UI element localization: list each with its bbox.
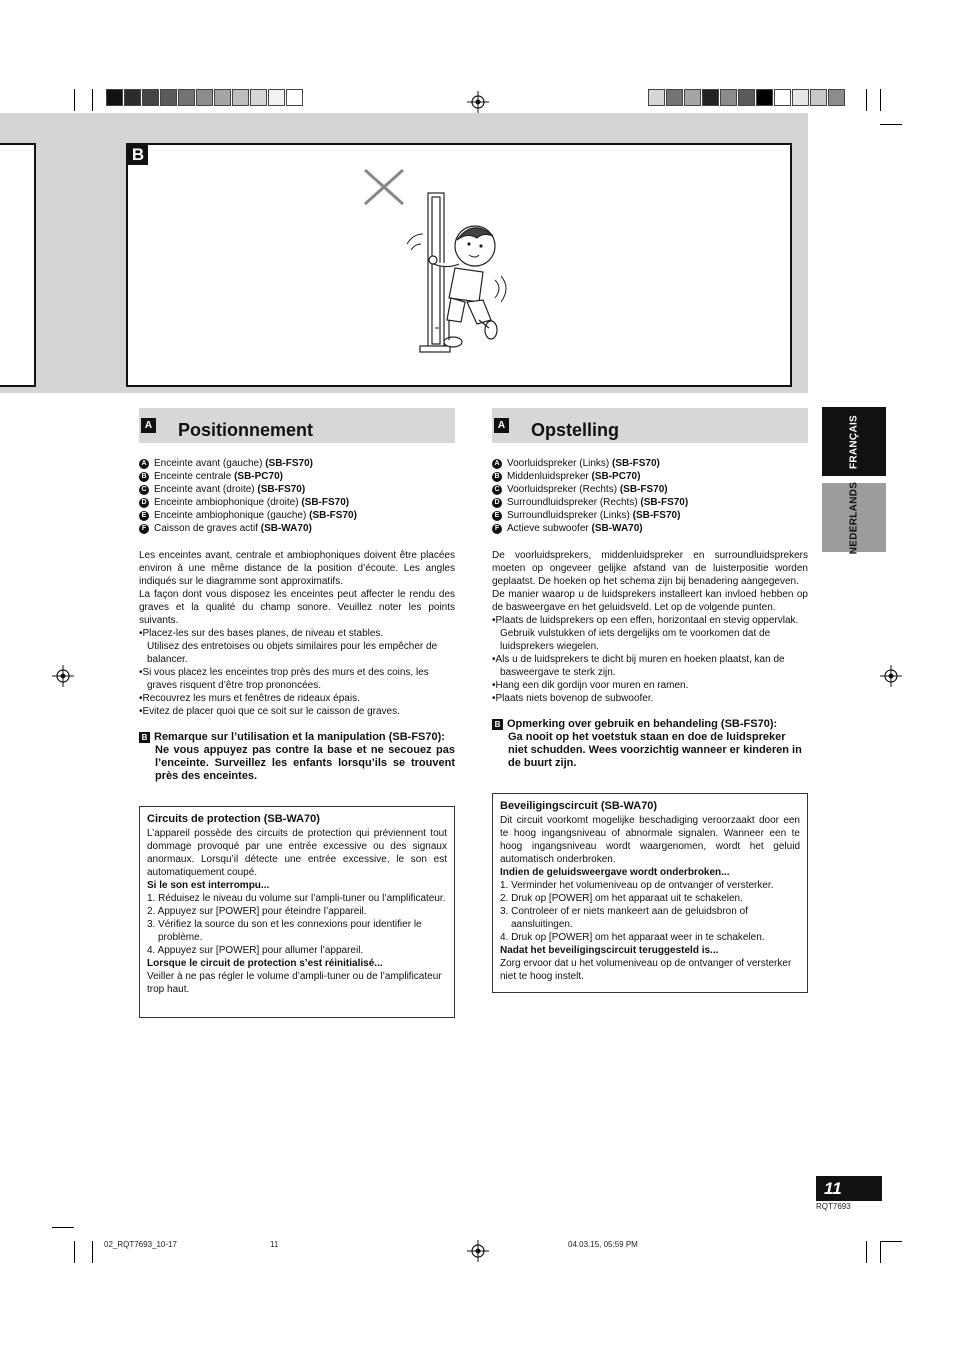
speaker-letter-icon: E <box>492 511 502 521</box>
speaker-item <box>492 457 808 470</box>
bullet-list <box>139 627 455 718</box>
speaker-model: (SB-FS70) <box>301 497 350 508</box>
tab-label: FRANÇAIS <box>848 414 860 469</box>
speaker-item <box>492 470 808 483</box>
section-header-opstelling <box>492 408 808 443</box>
remark-title: Opmerking over gebruik en behandeling (SB-FS70): <box>507 718 778 730</box>
section-a-badge: A <box>141 418 156 433</box>
speaker-model: (SB-WA70) <box>591 523 643 534</box>
color-swatch <box>738 89 755 106</box>
speaker-letter-icon: D <box>139 498 149 508</box>
section-title: Opstelling <box>531 420 620 440</box>
page-number: 11 <box>816 1176 882 1201</box>
color-swatch <box>648 89 665 106</box>
language-tab-french <box>822 407 886 476</box>
speaker-model: (SB-FS70) <box>632 510 681 521</box>
speaker-letter-icon: D <box>492 498 502 508</box>
bullet-text: Si vous placez les enceintes trop près des murs et des coins, les graves risquent d’être trop prononcées. <box>142 667 429 691</box>
color-swatch <box>160 89 177 106</box>
speaker-model: (SB-WA70) <box>260 523 312 534</box>
speaker-item <box>492 509 808 522</box>
bullet-item: •Als u de luidsprekers te dicht bij muren en hoeken plaatst, kan de basweergave te sterk zijn. <box>492 654 785 678</box>
registration-mark-icon <box>52 665 74 687</box>
bullet-text: Recouvrez les murs et fenêtres de rideaux épais. <box>142 693 360 704</box>
crop-mark <box>880 89 881 111</box>
step-item: 3. Vérifiez la source du son et les connexions pour identifier le problème. <box>147 919 422 943</box>
protection-circuit-box <box>139 806 455 1018</box>
speaker-letter-icon: B <box>139 472 149 482</box>
color-swatch <box>196 89 213 106</box>
bullet-text: Plaats de luidsprekers op een effen, horizontaal en stevig oppervlak. <box>495 615 799 626</box>
speaker-item <box>492 522 808 535</box>
speaker-letter-icon: A <box>492 459 502 469</box>
prohibited-cross-icon <box>365 170 403 204</box>
step-item: 1. Verminder het volumeniveau op de ontvanger of versterker. <box>500 880 774 891</box>
registration-mark-icon <box>467 1240 489 1262</box>
bullet-item: •Si vous placez les enceintes trop près des murs et des coins, les graves risquent d’être trop prononcées. <box>139 667 429 691</box>
box-intro: L’appareil possède des circuits de protection qui préviennent tout dommage provoqué par une entrée excessive ou des signaux anormaux. Lorsqu’il détecte une entrée excessive, le son est automatiquement coupé. <box>147 828 447 878</box>
language-tab-dutch <box>822 483 886 552</box>
previous-figure-edge <box>0 143 36 387</box>
step-item: 1. Réduisez le niveau du volume sur l’ampli-tuner ou l’amplificateur. <box>147 893 446 904</box>
bullet-item: •Placez-les sur des bases planes, de niveau et stables. <box>139 628 384 639</box>
speaker-name: Surroundluidspreker (Rechts) <box>507 497 638 508</box>
crop-mark <box>52 1227 74 1228</box>
color-swatch <box>232 89 249 106</box>
speaker-item <box>139 509 455 522</box>
bullet-text: Hang een dik gordijn voor muren en ramen. <box>495 680 689 691</box>
box-outro: Zorg ervoor dat u het volumeniveau op de ontvanger of versterker niet te hoog instelt. <box>500 958 792 982</box>
color-swatch <box>684 89 701 106</box>
section-title: Positionnement <box>178 420 314 440</box>
speaker-name: Surroundluidspreker (Links) <box>507 510 630 521</box>
print-page: 11 <box>270 1240 279 1249</box>
print-file-name: 02_RQT7693_10-17 <box>104 1240 177 1249</box>
bullet-text: Plaats niets bovenop de subwoofer. <box>495 693 654 704</box>
color-swatch <box>702 89 719 106</box>
bullet-item: •Plaats de luidsprekers op een effen, horizontaal en stevig oppervlak. <box>492 615 799 626</box>
speaker-model: (SB-FS70) <box>640 497 689 508</box>
section-a-badge: A <box>494 418 509 433</box>
crop-mark <box>92 89 93 111</box>
tab-label: NEDERLANDS <box>848 481 860 554</box>
speaker-model: (SB-FS70) <box>309 510 357 521</box>
color-swatch <box>720 89 737 106</box>
bullet-item: •Recouvrez les murs et fenêtres de rideaux épais. <box>139 693 360 704</box>
speaker-name: Middenluidspreker <box>507 471 589 482</box>
speaker-name: Voorluidspreker (Rechts) <box>507 484 618 495</box>
crop-mark <box>866 1241 867 1263</box>
crop-mark <box>880 124 902 125</box>
box-subheading: Si le son est interrompu... <box>147 880 270 891</box>
remark-block <box>139 731 455 783</box>
speaker-letter-icon: F <box>492 524 502 534</box>
speaker-letter-icon: F <box>139 524 149 534</box>
speaker-letter-icon: B <box>492 472 502 482</box>
color-swatch <box>178 89 195 106</box>
speaker-name: Enceinte ambiophonique (gauche) <box>154 510 307 521</box>
paragraph: La façon dont vous disposez les enceintes peut affecter le rendu des graves et la qualité du champ sonore. Veuillez noter les points suivants. <box>139 589 455 626</box>
speaker-name: Enceinte avant (gauche) <box>154 458 263 469</box>
step-item: 4. Druk op [POWER] om het apparaat weer in te schakelen. <box>500 932 765 943</box>
color-swatch <box>268 89 285 106</box>
bullet-continuation: Utilisez des entretoises ou objets similaires pour les empêcher de balancer. <box>147 641 438 665</box>
color-swatch <box>810 89 827 106</box>
crop-mark <box>866 89 867 111</box>
bullet-item: •Plaats niets bovenop de subwoofer. <box>492 693 654 704</box>
remark-body: Ne vous appuyez pas contre la base et ne secouez pas l’enceinte. Surveillez les enfants lorsqu’ils se trouvent près des enceintes. <box>155 744 455 782</box>
color-swatch <box>792 89 809 106</box>
crop-mark <box>880 1241 902 1242</box>
speaker-model: (SB-FS70) <box>612 458 660 469</box>
bullet-item: •Evitez de placer quoi que ce soit sur le caisson de graves. <box>139 706 400 717</box>
bullet-text: Evitez de placer quoi que ce soit sur le caisson de graves. <box>142 706 400 717</box>
speaker-name: Voorluidspreker (Links) <box>507 458 610 469</box>
box-intro: Dit circuit voorkomt mogelijke beschadiging veroorzaakt door een te hoog ingangsniveau of abnormale signalen. Wanneer een te hoog ingangsniveau wordt waargenomen, wordt het geluid automatisch onderbroken. <box>500 815 800 865</box>
color-swatch <box>286 89 303 106</box>
speaker-item <box>139 483 455 496</box>
box-outro: Veiller à ne pas régler le volume d’ampli-tuner ou de l’amplificateur trop haut. <box>147 971 442 995</box>
registration-mark-icon <box>467 91 489 113</box>
registration-mark-icon <box>880 665 902 687</box>
speaker-item <box>139 457 455 470</box>
box-subheading: Lorsque le circuit de protection s’est réinitialisé... <box>147 958 383 969</box>
doc-code: RQT7693 <box>816 1202 851 1211</box>
bullet-continuation: Gebruik vulstukken of iets dergelijks om te voorkomen dat de luidsprekers wiegelen. <box>500 628 771 652</box>
speaker-name: Actieve subwoofer <box>507 523 589 534</box>
crop-mark <box>74 1241 75 1263</box>
remark-title: Remarque sur l’utilisation et la manipulation (SB-FS70): <box>154 731 445 743</box>
paragraph: De manier waarop u de luidsprekers installeert kan invloed hebben op de basweergave en het geluidsveld. Let op de volgende punten. <box>492 589 808 613</box>
box-subheading: Indien de geluidsweergave wordt onderbroken... <box>500 867 730 878</box>
crop-mark <box>92 1241 93 1263</box>
speaker-model: (SB-FS70) <box>265 458 313 469</box>
color-swatch <box>124 89 141 106</box>
speaker-letter-icon: C <box>139 485 149 495</box>
step-item: 2. Druk op [POWER] om het apparaat uit te schakelen. <box>500 893 743 904</box>
step-list <box>500 879 800 944</box>
step-item: 4. Appuyez sur [POWER] pour allumer l’appareil. <box>147 945 364 956</box>
box-subheading: Nadat het beveiligingscircuit teruggesteld is... <box>500 945 719 956</box>
speaker-letter-icon: A <box>139 459 149 469</box>
step-item: 3. Controleer of er niets mankeert aan de geluidsbron of aansluitingen. <box>500 906 748 930</box>
bullet-text: Als u de luidsprekers te dicht bij muren en hoeken plaatst, kan de basweergave te sterk zijn. <box>495 654 785 678</box>
remark-body: Ga nooit op het voetstuk staan en doe de luidspreker niet schudden. Wees voorzichtig wanneer er kinderen in de buurt zijn. <box>508 731 802 769</box>
speaker-letter-icon: E <box>139 511 149 521</box>
step-item: 2. Appuyez sur [POWER] pour éteindre l’appareil. <box>147 906 367 917</box>
speaker-model: (SB-FS70) <box>619 484 668 495</box>
print-timestamp: 04.03.15, 05:59 PM <box>568 1240 638 1249</box>
dutch-body <box>492 457 808 705</box>
speaker-list <box>492 457 808 535</box>
step-list <box>147 892 447 957</box>
french-body <box>139 457 455 718</box>
remark-b-badge: B <box>139 732 150 743</box>
child-leaning-on-speaker-illustration <box>355 160 515 360</box>
speaker-name: Enceinte avant (droite) <box>154 484 255 495</box>
color-swatch <box>828 89 845 106</box>
color-swatch <box>666 89 683 106</box>
box-title: Beveiligingscircuit (SB-WA70) <box>500 800 658 812</box>
protection-circuit-box <box>492 793 808 993</box>
speaker-item <box>492 483 808 496</box>
color-swatch <box>774 89 791 106</box>
crop-mark <box>74 89 75 111</box>
color-swatch <box>142 89 159 106</box>
color-swatch <box>250 89 267 106</box>
remark-block <box>492 718 808 770</box>
speaker-letter-icon: C <box>492 485 502 495</box>
speaker-item <box>139 496 455 509</box>
speaker-model: (SB-PC70) <box>591 471 641 482</box>
speaker-model: (SB-PC70) <box>234 471 283 482</box>
paragraph: De voorluidsprekers, middenluidspreker en surroundluidsprekers moeten op ongeveer gelijke afstand van de luisterpositie worden geplaatst. De hoeken op het schema zijn bij benadering aangegeven. <box>492 550 808 587</box>
bullet-item: •Hang een dik gordijn voor muren en ramen. <box>492 680 689 691</box>
section-header-positionnement <box>139 408 455 443</box>
speaker-name: Enceinte ambiophonique (droite) <box>154 497 299 508</box>
color-swatch <box>106 89 123 106</box>
speaker-name: Enceinte centrale <box>154 471 232 482</box>
speaker-item <box>492 496 808 509</box>
crop-mark <box>880 1241 881 1263</box>
bullet-list <box>492 614 808 705</box>
speaker-list <box>139 457 455 535</box>
bullet-text: Placez-les sur des bases planes, de niveau et stables. <box>142 628 384 639</box>
paragraph: Les enceintes avant, centrale et ambiophoniques doivent être placées environ à une même distance de la position d’écoute. Les angles indiqués sur le diagramme sont approximatifs. <box>139 550 455 587</box>
box-title: Circuits de protection (SB-WA70) <box>147 813 320 825</box>
speaker-model: (SB-FS70) <box>257 484 306 495</box>
speaker-name: Caisson de graves actif <box>154 523 258 534</box>
figure-b-label: B <box>128 145 148 165</box>
remark-b-badge: B <box>492 719 503 730</box>
speaker-item <box>139 470 455 483</box>
speaker-item <box>139 522 455 535</box>
color-swatch <box>756 89 773 106</box>
color-swatch <box>214 89 231 106</box>
